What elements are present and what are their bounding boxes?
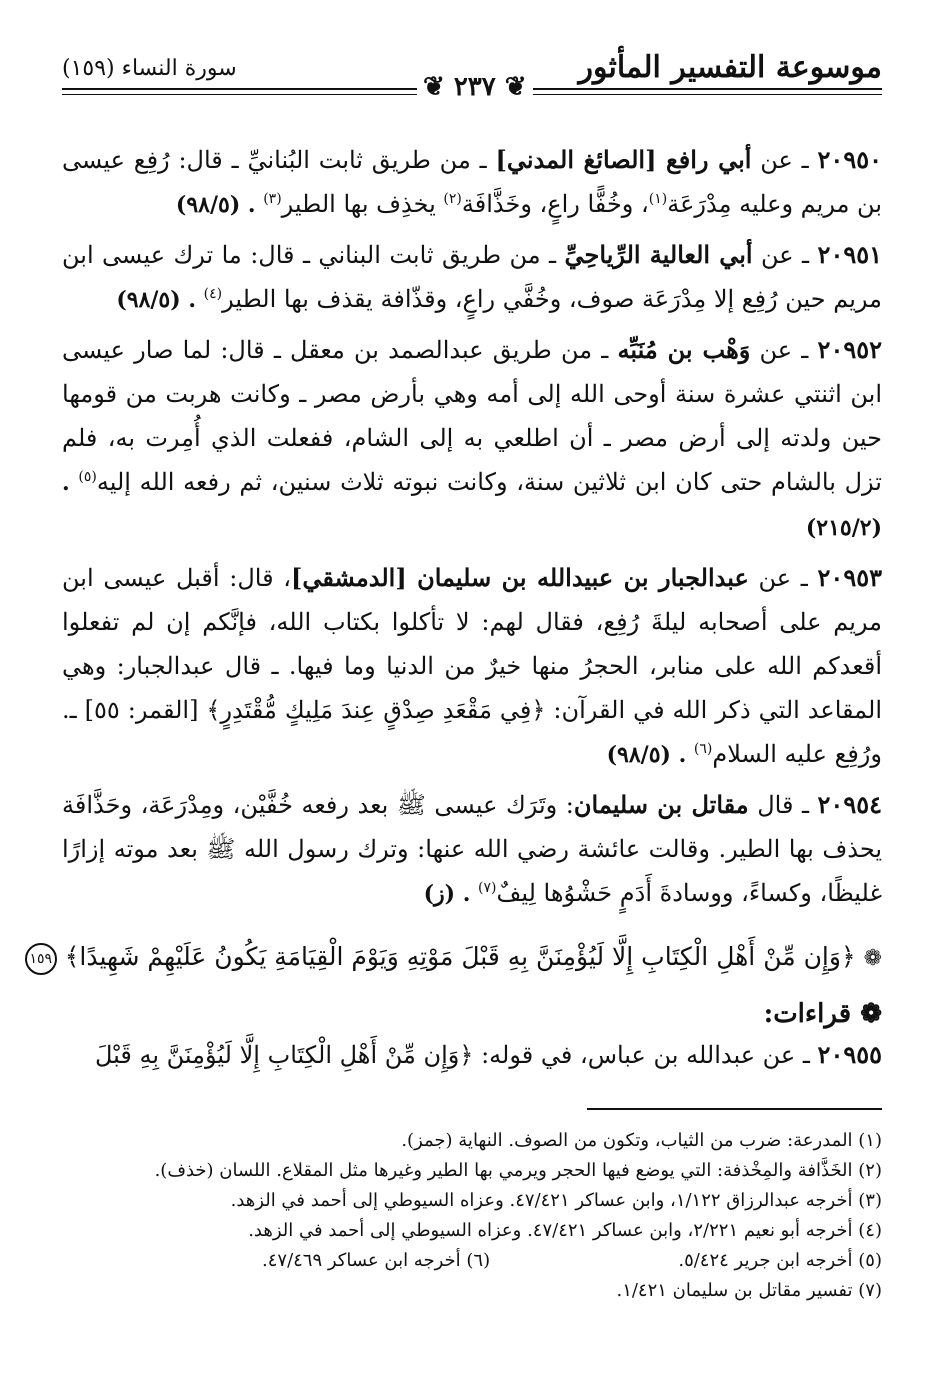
verse-reference: [القمر: ٥٥] [84,696,199,724]
surah-label: سورة النساء (١٥٩) [62,56,237,81]
page-header [62,48,882,102]
quran-verse-heading [29,942,882,975]
section-heading-readings [62,999,882,1029]
entry-20953: ٢٠٩٥٣ ـ عن عبدالجبار بن عبيدالله بن سليمان [الدمشقي]، قال: أقبل عيسى ابن مريم على أصحابه ليلةَ رُفِع، فقال لهم: لا تأكلوا بكتاب الله، فإنَّكم إن لم تفعلوا أقعدكم الله على منابر، الحجرُ منها خيرٌ من الدنيا وما فيها. ـ قال عبدالجبار: وهي المقاعد التي ذكر الله في القرآن: ﴿فِي مَقْعَدِ صِدْقٍ عِندَ مَلِيكٍ مُّقْتَدِرٍ﴾ [القمر: ٥٥] ـ. ورُفِع عليه السلام$^{(٦)}$ . (٩٨/٥) [62,563,882,768]
entry-reference: . (٩٨/٥) [175,192,256,218]
ayah-number-badge: ١٥٩ [25,943,57,975]
entry-reference: . (٩٨/٥) [116,287,196,313]
footnote-row-5-6 [262,1246,882,1276]
flower-ornament-icon: ❁ [860,998,882,1029]
section-title: قراءات: [763,998,852,1029]
page-body [29,138,883,1083]
entry-reference: . (٢١٥/٢) [62,470,882,541]
ornament-icon: ❁ [863,946,882,971]
page-number: ❦ ٢٣٧ ❦ [417,72,533,102]
entry-20954: ٢٠٩٥٤ ـ قال مقاتل بن سليمان: وتَرَك عيسى ﷺ بعد رفعه خُفَّيْن، ومِدْرَعَة، وحَذَّافَة يحذف بها الطير. وقالت عائشة رضي الله عنها: وترك رسول الله ﷺ بعد موته إزارًا غليظًا، وكساءً، ووسادةَ أَدَمٍ حَشْوُها لِيفٌ$^{(٧)}$ . (ز) [62,790,883,907]
verse-text: ﴿وَإِن مِّنْ أَهْلِ الْكِتَابِ إِلَّا لَيُؤْمِنَنَّ بِهِ قَبْلَ مَوْتِهِ وَيَوْمَ الْقِيَامَةِ يَكُونُ عَلَيْهِمْ شَهِيدًا﴾ [64,942,856,971]
entry-20955: ٢٠٩٥٥ ـ عن عبدالله بن عباس، في قوله: ﴿وَإِن مِّنْ أَهْلِ الْكِتَابِ إِلَّا لَيُؤْمِنَنَّ بِهِ قَبْلَ [94,1039,882,1069]
entry-20952: ٢٠٩٥٢ ـ عن وَهْب بن مُنَبِّه ـ من طريق عبدالصمد بن معقل ـ قال: لما صار عيسى ابن اثنتي عشرة سنة أوحى الله إلى أمه وهي بأرض مصر ـ وكانت هربت من قومها حين ولدته إلى أرض مصر ـ أن اطلعي به إلى الشام، ففعلت الذي أُمِرت به، فلم تزل بالشام حتى كان ابن ثلاثين سنة، وكانت نبوته ثلاث سنين، ثم رفعه الله إليه$^{(٥)}$ . (٢١٥/٢) [62,335,882,541]
footnote-4: (٤) أخرجه أبو نعيم ٢/٢٢١، وابن عساكر ٤٧/٤٢١. وعزاه السيوطي إلى أحمد في الزهد. [248,1220,882,1241]
entry-20950: ٢٠٩٥٠ ـ عن أبي رافع [الصائغ المدني] ـ من طريق ثابت البُنانيِّ ـ قال: رُفِع عيسى بن مريم وعليه مِدْرَعَة$^{(١)}$، وخُفًّا راعٍ، وخَذَّافَة$^{(٢)}$ يخذِف بها الطير$^{(٣)}$ . (٩٨/٥) [62,145,882,218]
quran-verse: ﴿وَإِن مِّنْ أَهْلِ الْكِتَابِ إِلَّا لَيُؤْمِنَنَّ بِهِ قَبْلَ [94,1040,474,1069]
footnote-2: (٢) الخَذَّافة والمِخْذفة: التي يوضع فيها الحجر ويرمي بها الطير وغيرها مثل المقلاع. اللسان (خذف). [154,1160,882,1181]
footnote-7: (٧) تفسير مقاتل بن سليمان ١/٤٢١. [616,1280,882,1301]
entry-20951: ٢٠٩٥١ ـ عن أبي العالية الرِّياحِيِّ ـ من طريق ثابت البناني ـ قال: ما ترك عيسى ابن مريم حين رُفِع إلا مِدْرَعَة صوف، وخُفَّي راعٍ، وقذّافة يقذف بها الطير$^{(٤)}$ . (٩٨/٥) [62,240,882,313]
footnote-6: (٦) أخرجه ابن عساكر ٤٧/٤٦٩. [262,1250,491,1271]
footnote-5: (٥) أخرجه ابن جرير ٥/٤٢٤. [678,1250,882,1271]
entry-reference: . (ز) [423,881,471,907]
footnote-3: (٣) أخرجه عبدالرزاق ١/١٢٢، وابن عساكر ٤٧/٤٢١. وعزاه السيوطي إلى أحمد في الزهد. [230,1190,882,1211]
book-title: موسوعة التفسير المأثور [578,50,882,85]
footnote-1: (١) المدرعة: ضرب من الثياب، وتكون من الصوف. النهاية (جمز). [401,1130,882,1151]
quran-verse: ﴿فِي مَقْعَدِ صِدْقٍ عِندَ مَلِيكٍ مُّقْتَدِرٍ﴾ [206,696,546,724]
entry-reference: . (٩٨/٥) [606,742,687,768]
footnote-separator [587,1108,882,1110]
page [29,48,883,1348]
footnotes [62,1126,882,1306]
